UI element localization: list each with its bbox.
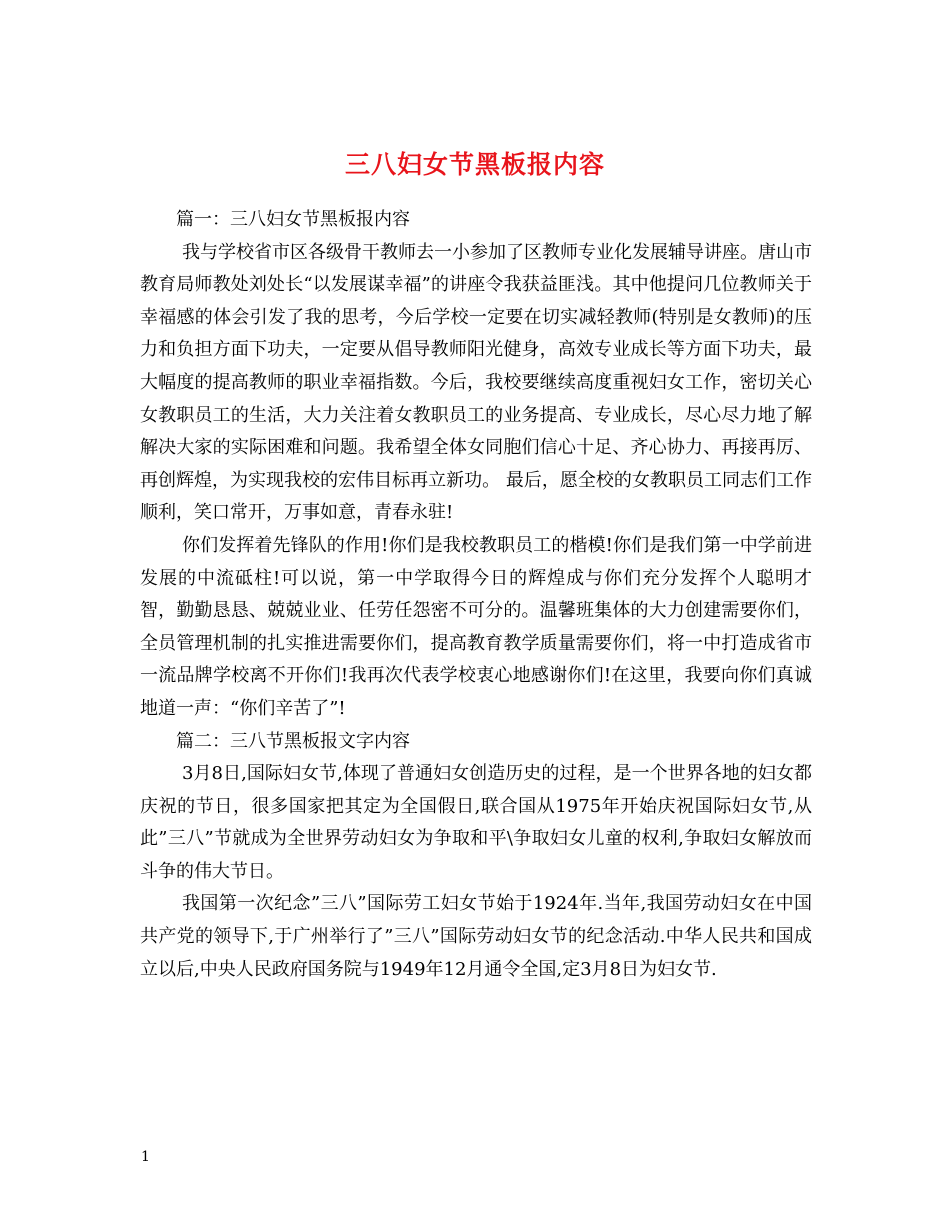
paragraph: 3月8日,国际妇女节,体现了普通妇女创造历史的过程，是一个世界各地的妇女都庆祝的节日，很多国家把其定为全国假日,联合国从1975年开始庆祝国际妇女节,从此”三八”节就成为全世界劳动妇女为争取和平\争取妇女儿童的权利,争取妇女解放而斗争的伟大节日。 — [140, 763, 812, 882]
section-heading: 篇二：三八节黑板报文字内容 — [176, 730, 410, 752]
document-body — [140, 204, 812, 986]
page-title: 三八妇女节黑板报内容 — [344, 149, 605, 179]
paragraph: 你们发挥着先锋队的作用!你们是我校教职员工的楷模!你们是我们第一中学前进发展的中流砥柱!可以说，第一中学取得今日的辉煌成与你们充分发挥个人聪明才智，勤勤恳恳、兢兢业业、任劳任怨密不可分的。温馨班集体的大力创建需要你们，全员管理机制的扎实推进需要你们，提高教育教学质量需要你们，将一中打造成省市一流品牌学校离不开你们!我再次代表学校衷心地感谢你们!在这里，我要向你们真诚地道一声：“你们辛苦了”! — [140, 534, 812, 719]
paragraph: 我与学校省市区各级骨干教师去一小参加了区教师专业化发展辅导讲座。唐山市教育局师教处刘处长“以发展谋幸福”的讲座令我获益匪浅。其中他提问几位教师关于幸福感的体会引发了我的思考，今后学校一定要在切实减轻教师(特别是女教师)的压力和负担方面下功夫，一定要从倡导教师阳光健身，高效专业成长等方面下功夫，最大幅度的提高教师的职业幸福指数。今后，我校要继续高度重视妇女工作，密切关心女教职员工的生活，大力关注着女教职员工的业务提高、专业成长，尽心尽力地了解解决大家的实际困难和问题。我希望全体女同胞们信心十足、齐心协力、再接再厉、再创辉煌，为实现我校的宏伟目标再立新功。 最后，愿全校的女教职员工同志们工作顺利，笑口常开，万事如意，青春永驻! — [140, 241, 812, 524]
section-heading: 篇一：三八妇女节黑板报内容 — [176, 209, 410, 230]
paragraph: 我国第一次纪念”三八”国际劳工妇女节始于1924年.当年,我国劳动妇女在中国共产党的领导下,于广州举行了”三八”国际劳动妇女节的纪念活动.中华人民共和国成立以后,中央人民政府国务院与1949年12月通令全国,定3月8日为妇女节. — [140, 893, 812, 980]
page-number: 1 — [141, 1149, 150, 1165]
